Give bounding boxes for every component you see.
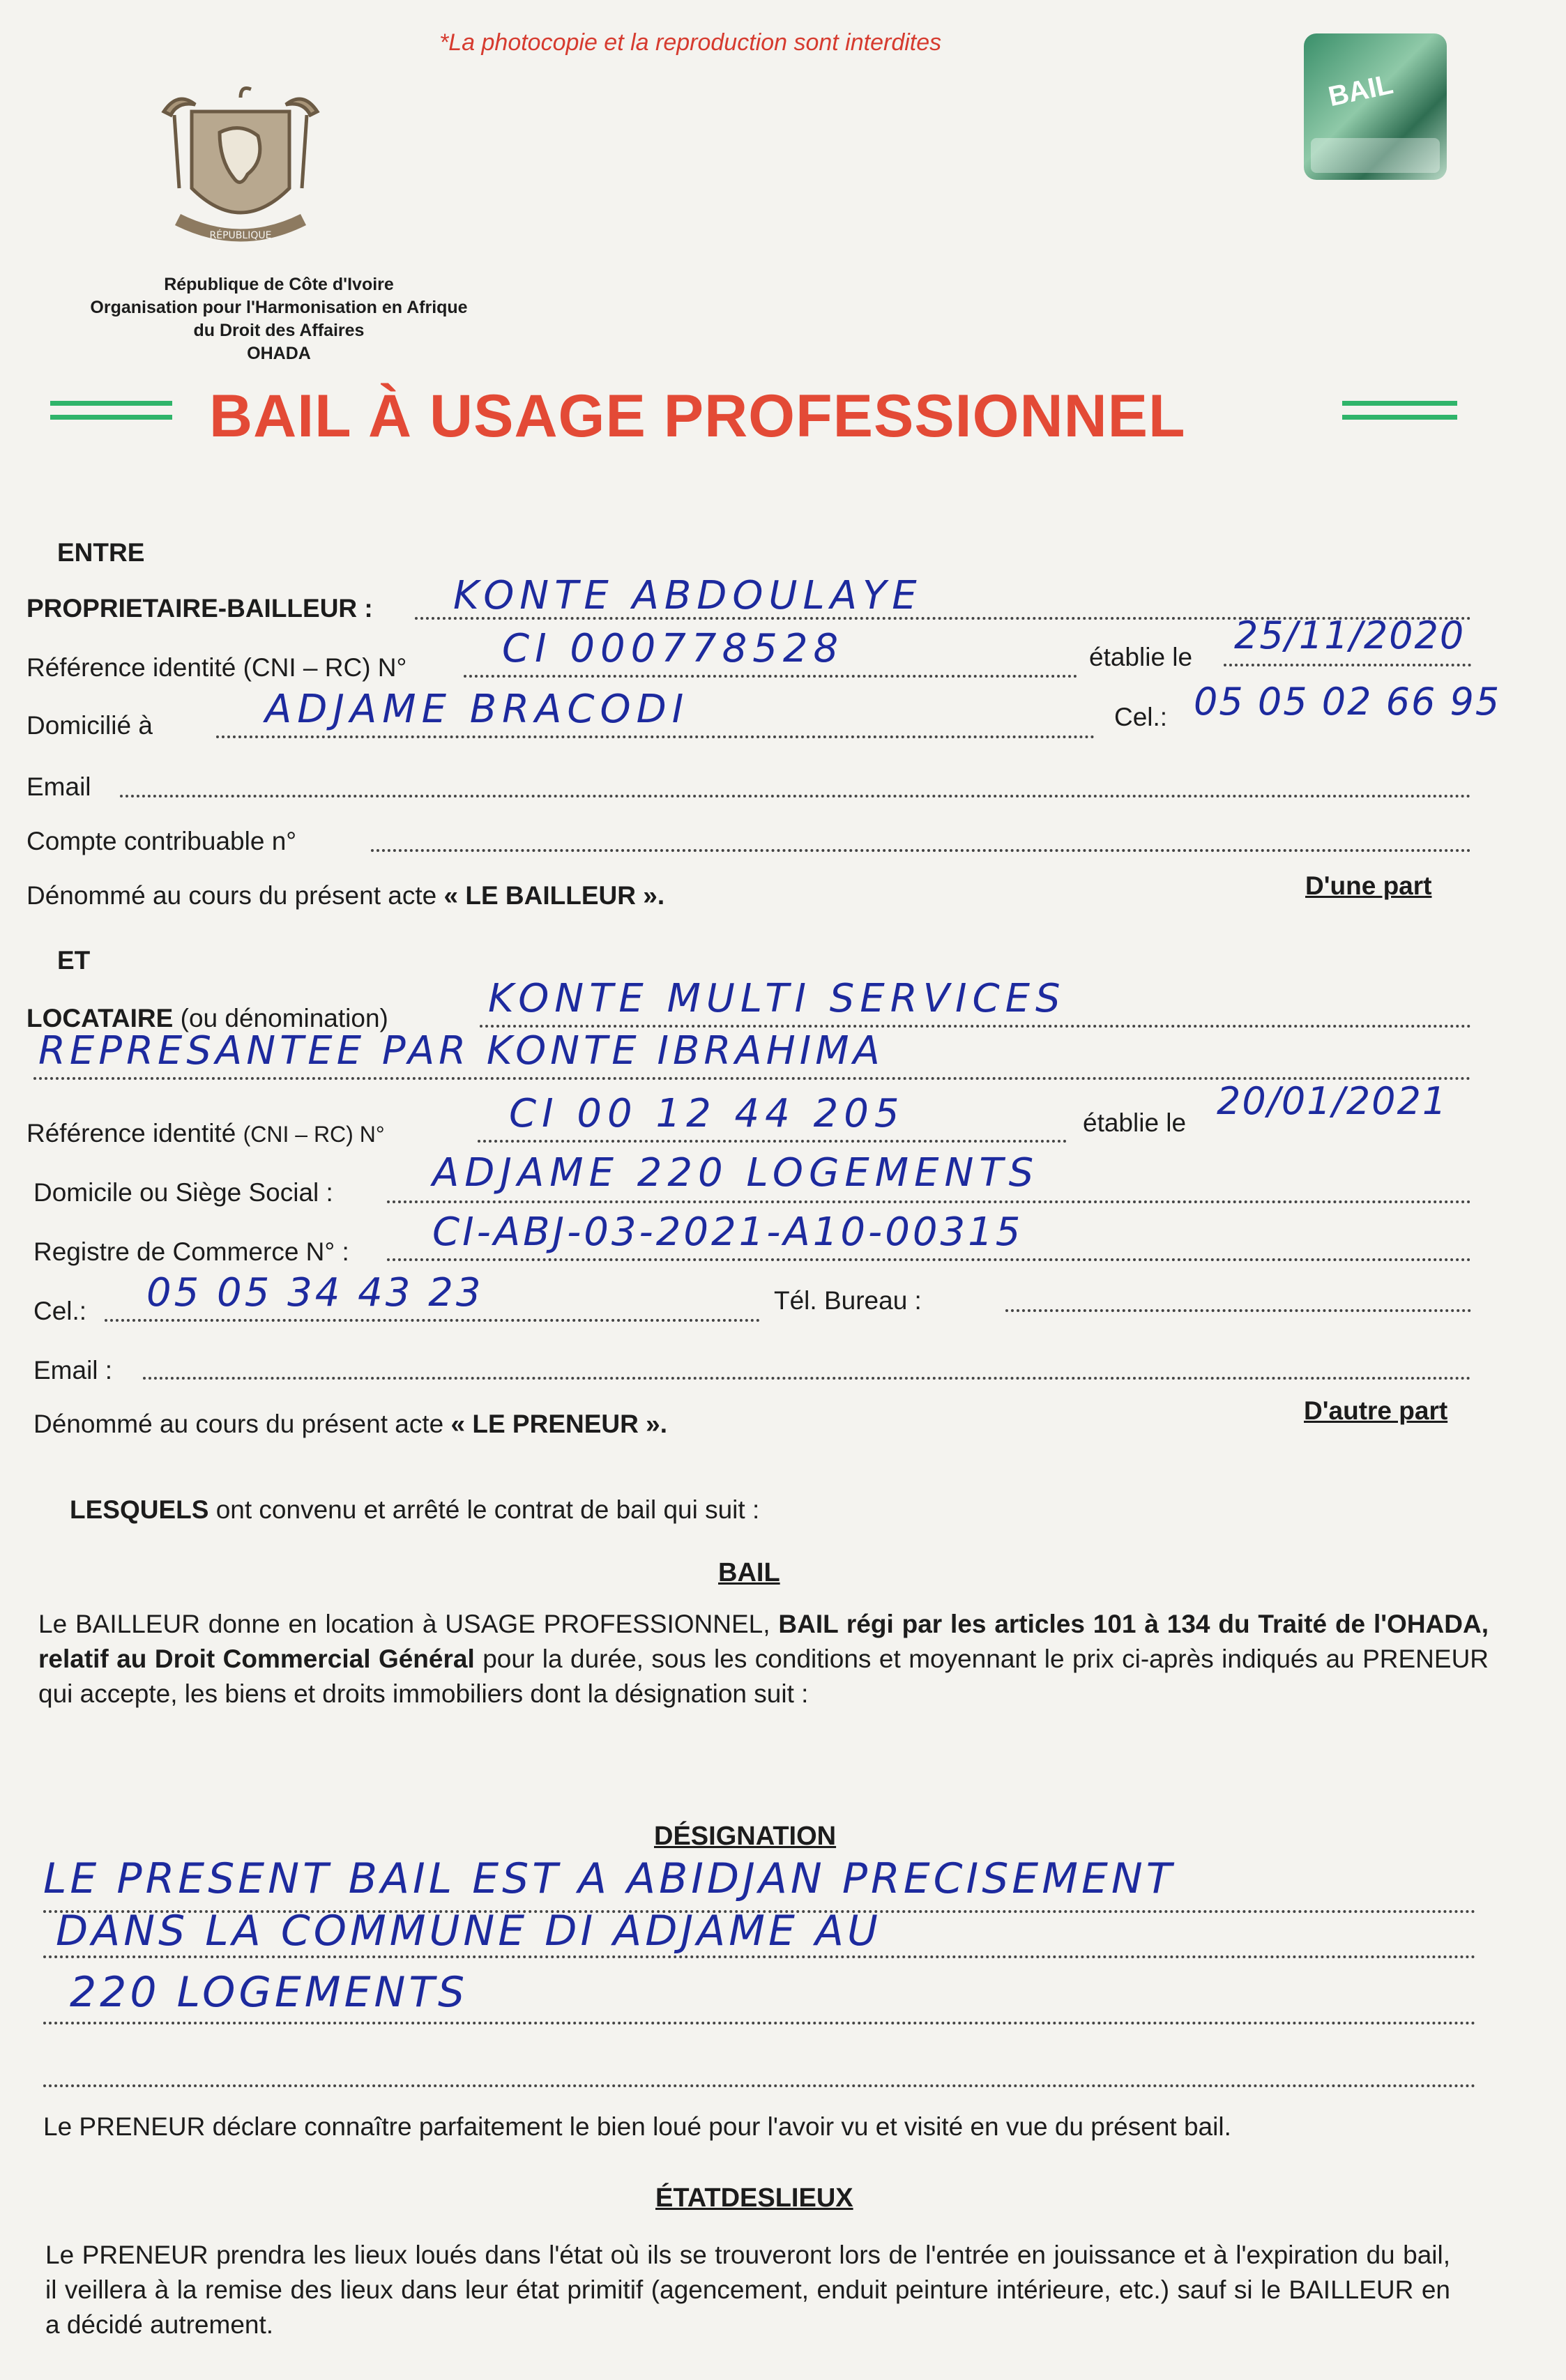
preneur-cel-label: Cel.: <box>33 1297 87 1325</box>
preneur-name-value1: KONTE MULTI SERVICES <box>488 976 1066 1021</box>
bailleur-ref-label: Référence identité (CNI – RC) N° <box>26 653 407 682</box>
bailleur-compte-label: Compte contribuable n° <box>26 827 297 855</box>
designation-heading: DÉSIGNATION <box>654 1822 837 1851</box>
preneur-etablie-value: 20/01/2021 <box>1217 1079 1448 1123</box>
designation-line2 <box>43 1955 1476 1958</box>
preneur-ref-line <box>478 1140 1067 1143</box>
preneur-tel-label: Tél. Bureau : <box>774 1286 922 1315</box>
et-label: ET <box>57 946 91 975</box>
stamp-label: BAIL <box>1325 68 1396 113</box>
designation-line4 <box>43 2084 1476 2087</box>
reproduction-warning: *La photocopie et la reproduction sont interdites <box>439 29 942 56</box>
bailleur-compte-line <box>371 849 1471 852</box>
title-bar-left-bottom <box>50 415 172 420</box>
preneur-tel-line <box>1005 1309 1471 1312</box>
document-title: BAIL À USAGE PROFESSIONNEL <box>209 383 1186 450</box>
preneur-cel-value: 05 05 34 43 23 <box>146 1270 484 1315</box>
bailleur-email-label: Email <box>26 772 91 801</box>
preneur-name-line1 <box>480 1025 1471 1028</box>
preneur-registre-line <box>387 1258 1471 1261</box>
bailleur-cel-value: 05 05 02 66 95 <box>1194 680 1501 724</box>
dune-part: D'une part <box>1305 871 1432 900</box>
bailleur-etablie-value: 25/11/2020 <box>1234 613 1466 657</box>
bailleur-label: PROPRIETAIRE-BAILLEUR : <box>26 594 373 623</box>
bailleur-ref-line <box>464 675 1077 678</box>
header-ohada: OHADA <box>247 344 311 363</box>
preneur-label: LOCATAIRE (ou dénomination) <box>26 1004 388 1032</box>
designation-line3 <box>43 2022 1476 2024</box>
preneur-name-value2: REPRESANTEE PAR KONTE IBRAHIMA <box>38 1028 884 1074</box>
bailleur-cel-label: Cel.: <box>1114 703 1168 731</box>
bailleur-domicile-value: ADJAME BRACODI <box>265 687 690 732</box>
preneur-email-label: Email : <box>33 1356 113 1384</box>
etat-heading: ÉTATDESLIEUX <box>655 2183 853 2213</box>
etat-paragraph: Le PRENEUR prendra les lieux loués dans l'état où ils se trouveront lors de l'entrée en jouissance et à l'expiration du bail, il veillera à la remise des lieux dans leur état primitif (agencement, enduit peinture intérieure, etc.) sauf si le BAILLEUR en a décidé autrement. <box>45 2241 1450 2339</box>
dautre-part: D'autre part <box>1304 1396 1448 1425</box>
title-bar-right-top <box>1342 401 1457 406</box>
bailleur-ref-value: CI 000778528 <box>502 626 844 671</box>
designation-declare: Le PRENEUR déclare connaître parfaitement le bien loué pour l'avoir vu et visité en vue du présent bail. <box>43 2112 1231 2141</box>
svg-text:RÉPUBLIQUE: RÉPUBLIQUE <box>209 230 272 241</box>
lesquels-sentence: LESQUELS ont convenu et arrêté le contrat de bail qui suit : <box>70 1495 760 1524</box>
bailleur-etablie-label: établie le <box>1089 643 1193 671</box>
preneur-registre-value: CI-ABJ-03-2021-A10-00315 <box>432 1210 1024 1255</box>
bailleur-name-value: KONTE ABDOULAYE <box>453 573 922 618</box>
preneur-etablie-label: établie le <box>1083 1108 1187 1137</box>
preneur-ref-value: CI 00 12 44 205 <box>509 1091 905 1136</box>
preneur-domicile-label: Domicile ou Siège Social : <box>33 1178 333 1207</box>
designation-value3: 220 LOGEMENTS <box>70 1968 469 2017</box>
preneur-registre-label: Registre de Commerce N° : <box>33 1237 349 1266</box>
bailleur-etablie-line <box>1224 664 1471 666</box>
designation-value2: DANS LA COMMUNE DI ADJAME AU <box>56 1907 881 1955</box>
bailleur-email-line <box>120 795 1471 798</box>
preneur-email-line <box>143 1377 1471 1380</box>
header-org: Organisation pour l'Harmonisation en Afrique <box>90 298 468 317</box>
bail-heading: BAIL <box>718 1558 780 1587</box>
header-country: République de Côte d'Ivoire <box>164 275 394 294</box>
bailleur-domicile-line <box>216 735 1095 738</box>
bailleur-domicile-label: Domicilié à <box>26 711 153 740</box>
preneur-domicile-value: ADJAME 220 LOGEMENTS <box>432 1150 1040 1196</box>
preneur-cel-line <box>105 1319 760 1322</box>
entre-label: ENTRE <box>57 538 145 567</box>
designation-value1: LE PRESENT BAIL EST A ABIDJAN PRECISEMENT <box>43 1854 1176 1903</box>
coat-of-arms-emblem <box>136 84 345 265</box>
preneur-domicile-line <box>387 1200 1471 1203</box>
preneur-ref-label: Référence identité (CNI – RC) N° <box>26 1119 385 1147</box>
header-droit: du Droit des Affaires <box>193 321 365 340</box>
preneur-denomme: Dénommé au cours du présent acte « LE PRENEUR ». <box>33 1410 667 1438</box>
bail-paragraph: Le BAILLEUR donne en location à USAGE PROFESSIONNEL, BAIL régi par les articles 101 à 134 du Traité de l'OHADA, relatif au Droit Commercial Général pour la durée, sous les conditions et moyennant le prix ci-après indiqués au PRENEUR qui accepte, les biens et droits immobiliers dont la désignation suit : <box>38 1610 1489 1708</box>
security-stamp <box>1304 33 1447 180</box>
title-bar-right-bottom <box>1342 415 1457 420</box>
title-bar-left-top <box>50 401 172 406</box>
bailleur-denomme: Dénommé au cours du présent acte « LE BAILLEUR ». <box>26 881 665 910</box>
